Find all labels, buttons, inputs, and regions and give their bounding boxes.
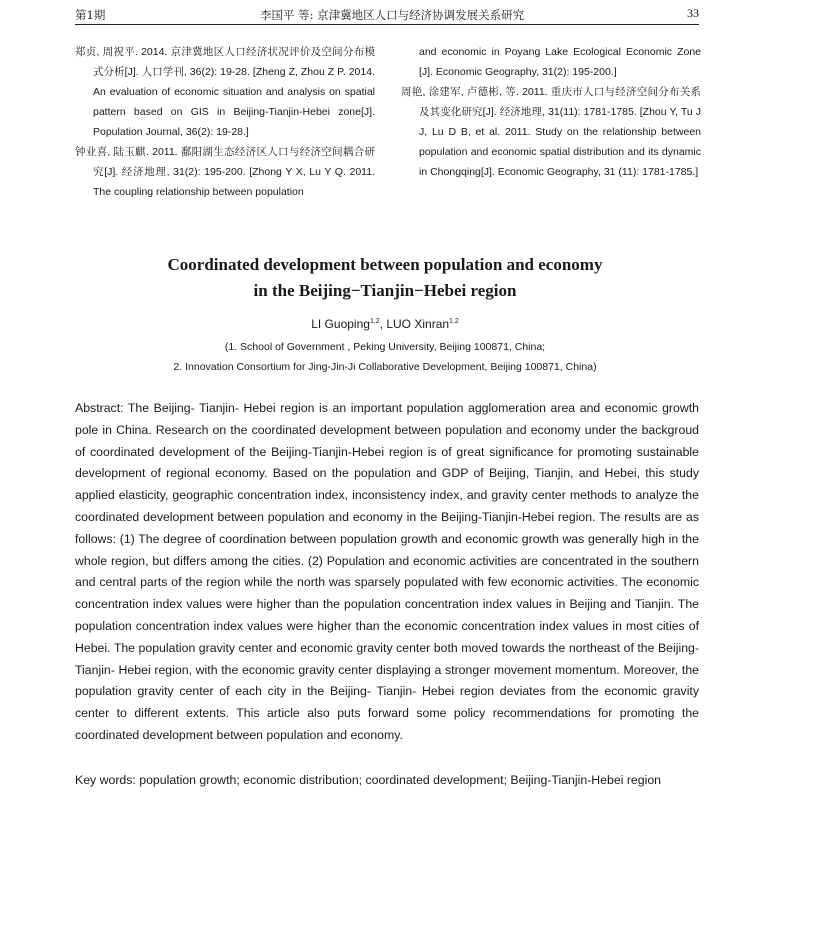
author-list — [75, 317, 695, 331]
issue-number: 第1期 — [75, 8, 106, 22]
reference-entry: 周艳, 涂建军, 卢德彬, 等. 2011. 重庆市人口与经济空间分布关系及其变化研究[J]. 经济地理, 31(11): 1781-1785. [Zhou Y, Tu J J, Lu D B, et al. 2011. Study on the relationship between population and economic spatial distribution and its dynamic in Chongqing[J]. Economic Geography, 31 (11): 1781-1785.] — [401, 86, 701, 178]
title-line: Coordinated development between population and economy — [167, 255, 603, 274]
author-affiliation-mark: 1,2 — [369, 318, 380, 325]
reference-column-right — [401, 42, 701, 182]
article-title — [75, 252, 695, 304]
running-header — [75, 6, 699, 25]
author-name: LI Guoping — [311, 317, 370, 331]
affiliation: (1. School of Government , Peking University, Beijing 100871, China; — [224, 341, 546, 353]
running-title: 李国平 等: 京津冀地区人口与经济协调发展关系研究 — [260, 8, 525, 22]
keywords-line: Key words: population growth; economic distribution; coordinated development; Beijing-Tianjin-Hebei region — [75, 773, 662, 787]
reference-list — [75, 42, 699, 212]
reference-entry: 郑贞, 周祝平. 2014. 京津冀地区人口经济状况评价及空间分布模式分析[J]. 人口学刊, 36(2): 19-28. [Zheng Z, Zhou Z P. 2014. An evaluation of economic situation and analysis on spatial pattern based on GIS in Beijing-Tianjin-Hebei zone[J]. Population Journal, 36(2): 19-28.] — [75, 46, 375, 138]
author-separator: , — [379, 317, 387, 331]
reference-continuation: and economic in Poyang Lake Ecological Economic Zone [J]. Economic Geography, 31(2): 195-200.] — [419, 46, 701, 78]
reference-entry: 钟业喜, 陆玉麒. 2011. 鄱阳湖生态经济区人口与经济空间耦合研究[J]. 经济地理, 31(2): 195-200. [Zhong Y X, Lu Y Q. 2011. The coupling relationship between population — [75, 146, 375, 198]
affiliation: 2. Innovation Consortium for Jing-Jin-Ji Collaborative Development, Beijing 100871, China) — [173, 361, 597, 373]
author-affiliation-mark: 1,2 — [449, 318, 459, 325]
abstract-paragraph: Abstract: The Beijing- Tianjin- Hebei region is an important population agglomeration area and economic growth pole in China. Research on the coordinated development between population and economy under the backgroud of coordinated development of the Beijing-Tianjin-Hebei region is of great significance for promoting sustainable development of regional economy. Based on the population and GDP of Beijing, Tianjin, and Hebei, this study applied elasticity, geographic concentration index, inconsistency index, and gravity center methods to analyze the coordinated development between population and economy in the Beijing-Tianjin-Hebei region. The results are as follows: (1) The degree of coordination between population growth and economic growth was generally high in the whole region, but differs among the cities. (2) Population and economic activities are concentrated in the southern and central parts of the region while the north was sparsely populated with few economic activities. The economic concentration index values were higher than the population concentration index values in Beijing and Tianjin. The population concentration index values were higher than the economic concentration index values in most cities of Hebei. The population gravity center and economic gravity center both moved towards the northeast of the Beijing- Tianjin- Hebei region, with the economic gravity center displaying a stronger movement momentum. Moreover, the population gravity center of each city in the Beijing- Tianjin- Hebei region deviates from the economic gravity center to different extents. This article also puts forward some policy recommendations for promoting the coordinated development between population and economy. — [75, 401, 699, 742]
author-name: LUO Xinran — [386, 317, 450, 331]
reference-column-left — [75, 42, 375, 202]
page-number: 33 — [687, 6, 699, 20]
title-line: in the Beijing−Tianjin−Hebei region — [253, 281, 517, 300]
